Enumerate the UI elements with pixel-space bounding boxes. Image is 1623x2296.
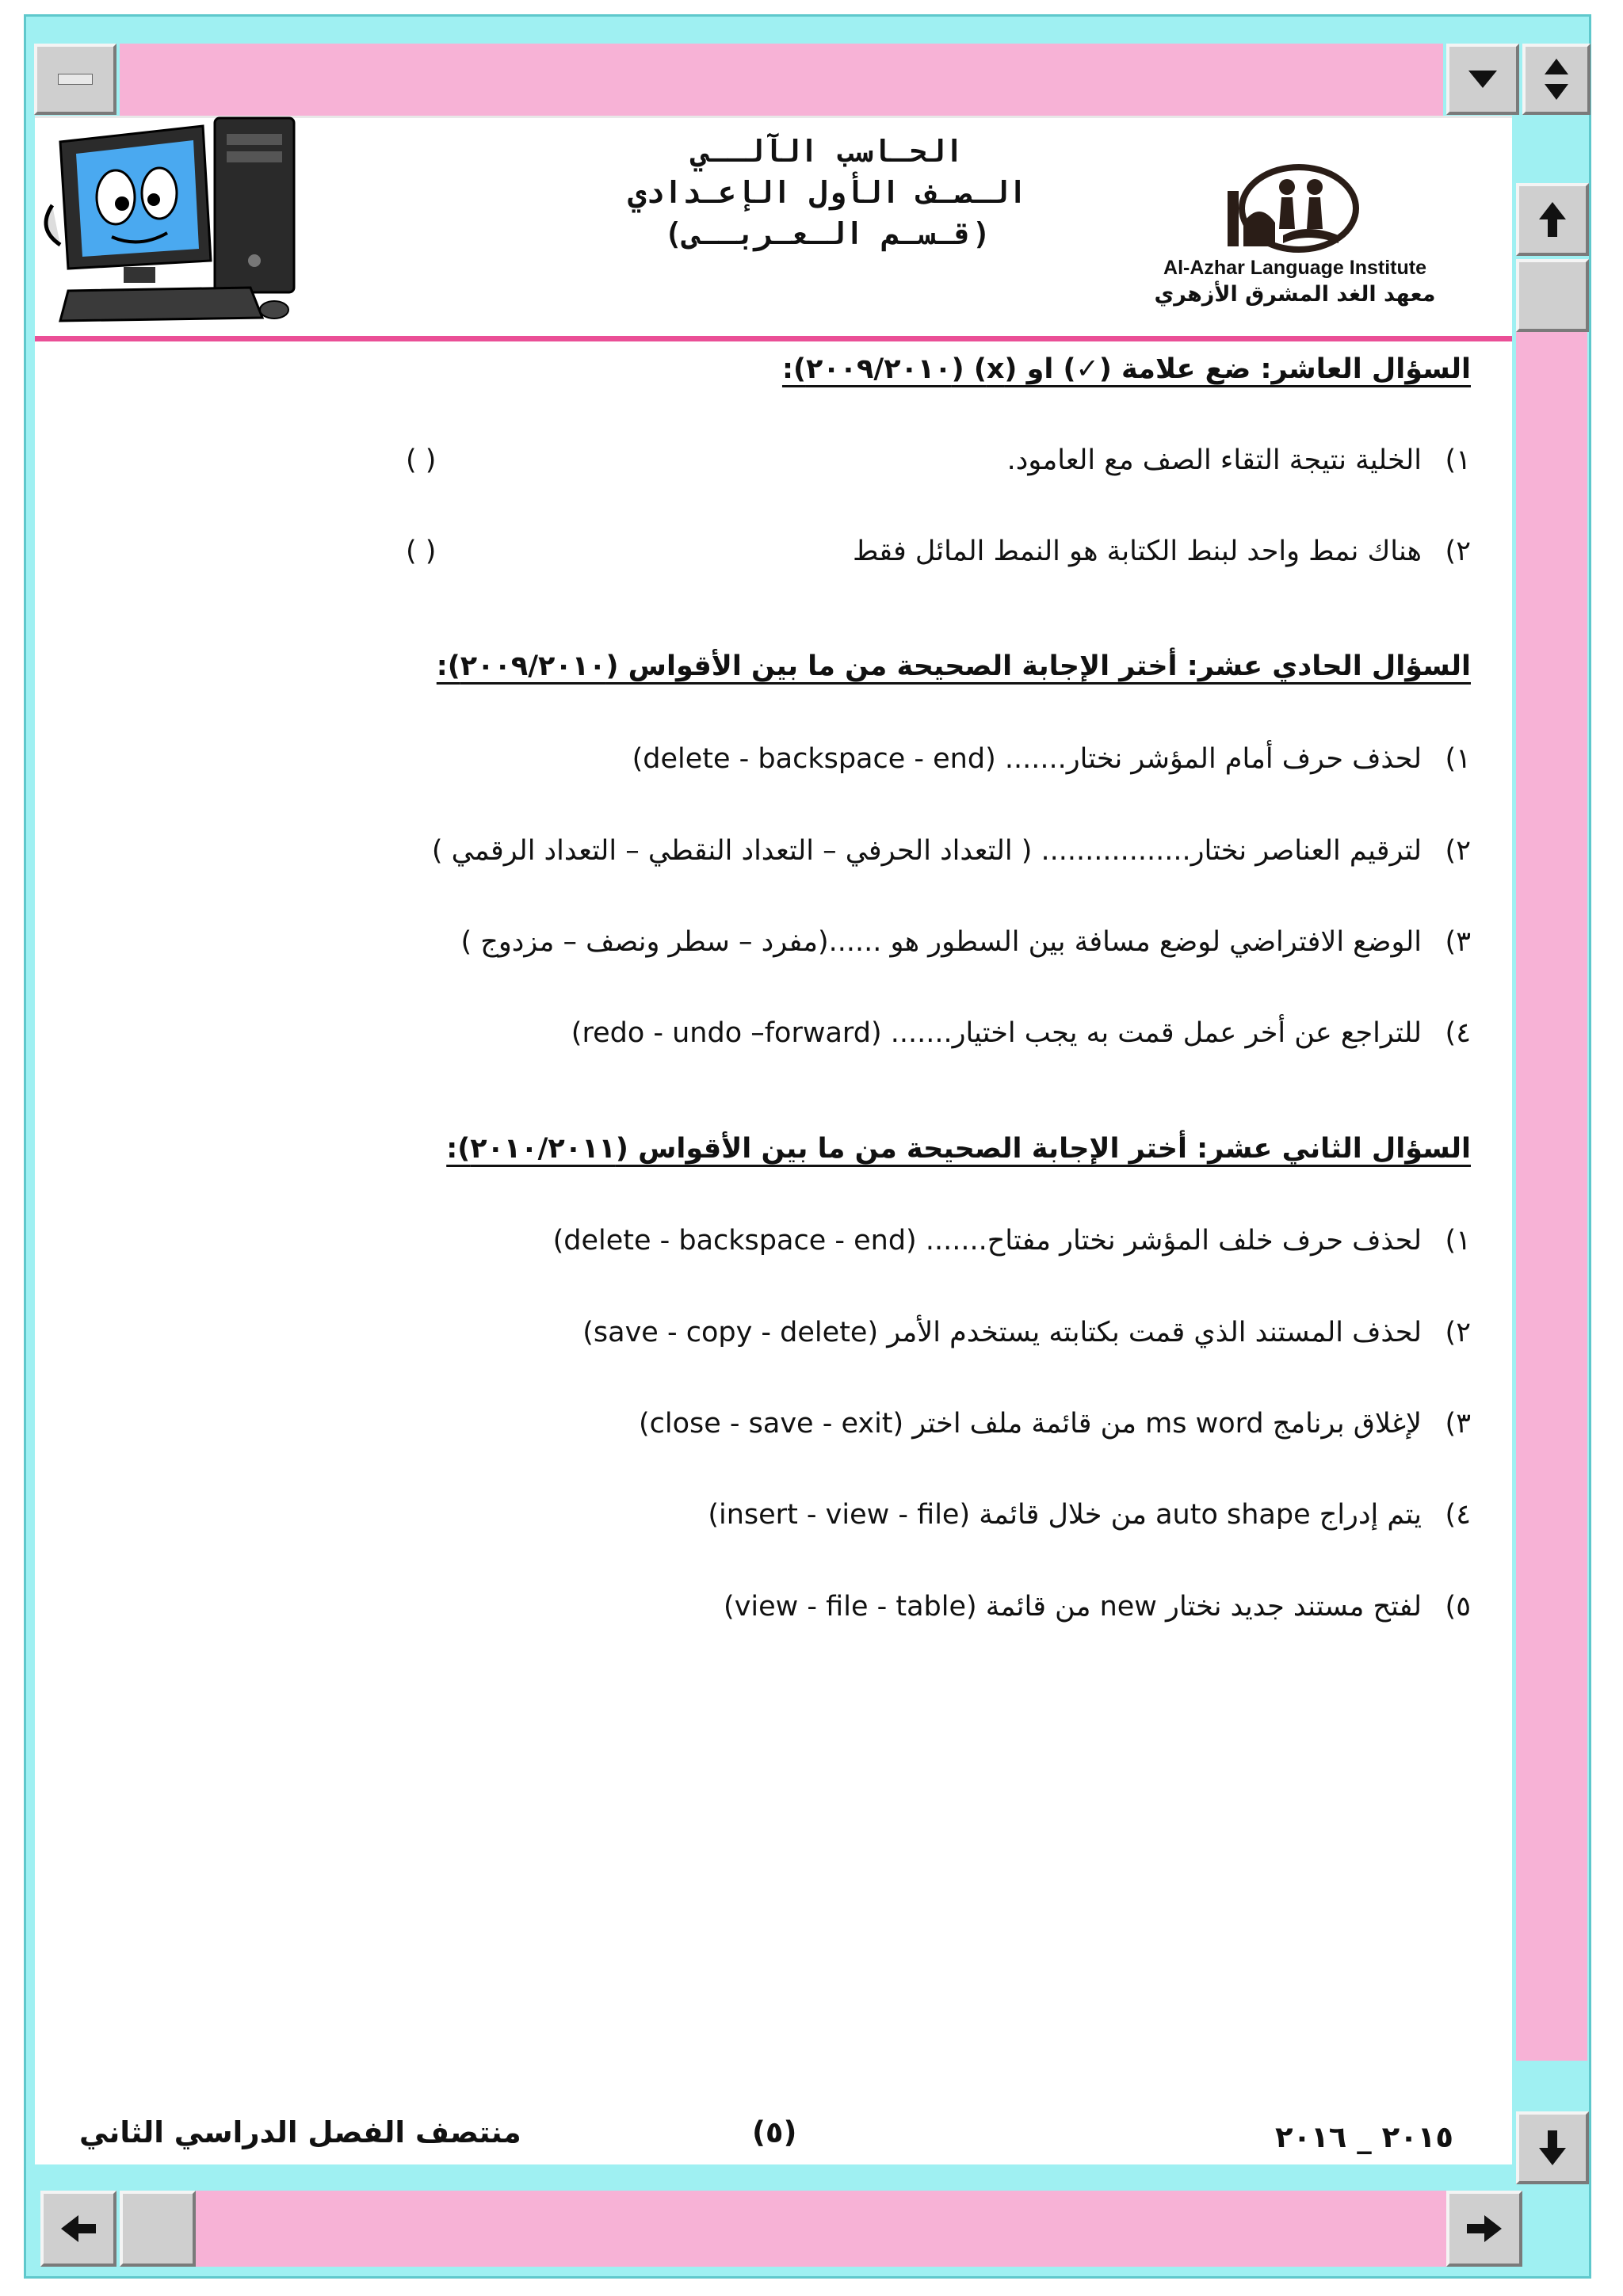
header-divider xyxy=(35,336,1512,341)
scroll-down-button[interactable] xyxy=(1516,2111,1589,2184)
question-10-item-1 xyxy=(1007,444,1471,476)
question-11-item-4 xyxy=(571,1017,1471,1049)
question-12-item-3 xyxy=(639,1408,1471,1440)
scroll-updown-button[interactable] xyxy=(1522,44,1591,115)
scroll-right-icon xyxy=(1467,2215,1502,2242)
footer-year: ٢٠١٥ _ ٢٠١٦ xyxy=(1275,2120,1453,2154)
item-number: ١) xyxy=(1445,743,1471,775)
document-page xyxy=(35,116,1512,2164)
dropdown-button[interactable] xyxy=(1446,44,1519,115)
question-11-item-3 xyxy=(461,926,1472,958)
question-12-item-5 xyxy=(724,1591,1471,1623)
footer-term: منتصف الفصل الدراسي الثاني xyxy=(79,2115,521,2149)
item-text: لإغلاق برنامج ms word من قائمة ملف اختر (close - save - exit) xyxy=(638,1408,1422,1440)
answer-mark-box[interactable]: ( ) xyxy=(406,444,437,476)
item-number: ٢) xyxy=(1445,835,1471,867)
computer-mascot-image xyxy=(36,110,314,340)
item-number: ٢) xyxy=(1445,1317,1471,1348)
horizontal-scroll-thumb[interactable] xyxy=(120,2191,196,2267)
scroll-left-button[interactable] xyxy=(40,2191,116,2267)
question-11-item-2 xyxy=(432,835,1471,867)
item-text: هناك نمط واحد لبنط الكتابة هو النمط المائل فقط xyxy=(853,536,1422,567)
scroll-updown-icon xyxy=(1545,59,1568,100)
item-text: الخلية نتيجة التقاء الصف مع العامود. xyxy=(1006,444,1422,476)
scroll-up-icon xyxy=(1539,202,1566,237)
item-number: ٣) xyxy=(1445,926,1471,958)
scroll-up-button[interactable] xyxy=(1516,183,1589,256)
question-10-item-2 xyxy=(853,536,1471,567)
minimize-button[interactable] xyxy=(34,44,116,115)
vertical-scroll-thumb[interactable] xyxy=(1516,259,1589,332)
item-text: لحذف حرف أمام المؤشر نختار....... (delete - backspace - end) xyxy=(632,743,1422,775)
item-text: يتم إدراج auto shape من خلال قائمة (insert - view - file) xyxy=(708,1499,1422,1531)
page-number: (٥) xyxy=(752,2115,797,2149)
item-number: ١) xyxy=(1445,1225,1471,1257)
vertical-scroll-track[interactable] xyxy=(1516,326,1587,2061)
top-title-bar xyxy=(120,44,1443,116)
scroll-left-icon xyxy=(61,2215,96,2242)
question-12-item-1 xyxy=(553,1225,1471,1257)
page-header xyxy=(35,116,1512,340)
dropdown-arrow-icon xyxy=(1468,71,1497,88)
item-text: لحذف حرف خلف المؤشر نختار مفتاح....... (delete - backspace - end) xyxy=(552,1225,1422,1257)
item-number: ١) xyxy=(1445,444,1471,476)
question-10-title: السؤال العاشر: ضع علامة (✓) او (x) (٢٠٠٩/٢٠١٠): xyxy=(781,353,1471,385)
question-12-item-4 xyxy=(708,1499,1471,1531)
logo-text-arabic: معهد الغد المشرق الأزهري xyxy=(1154,282,1436,307)
grade-title: الـصـف الأول الإعـدادي xyxy=(628,175,1027,210)
item-text: لترقيم العناصر نختار................. ( التعداد الحرفي – التعداد النقطي – التعداد الرقمي ) xyxy=(431,835,1422,867)
question-11-title: السؤال الحادي عشر: أختر الإجابة الصحيحة من ما بين الأقواس (٢٠٠٩/٢٠١٠): xyxy=(436,650,1471,682)
item-text: لفتح مستند جديد نختار new من قائمة (view - file - table) xyxy=(724,1591,1422,1623)
question-12-item-2 xyxy=(582,1317,1471,1348)
section-title: (قـسـم الـعـربــى) xyxy=(664,216,991,251)
horizontal-scroll-track[interactable] xyxy=(143,2191,1459,2267)
minimize-icon xyxy=(58,74,93,85)
item-number: ٢) xyxy=(1445,536,1471,567)
subject-title: الحـاسب الآلــي xyxy=(691,134,964,169)
institute-logo-icon xyxy=(1212,159,1362,254)
item-number: ٤) xyxy=(1445,1017,1471,1049)
item-number: ٤) xyxy=(1445,1499,1471,1531)
item-text: للتراجع عن أخر عمل قمت به يجب اختيار....... (redo - undo –forward) xyxy=(571,1017,1422,1049)
item-text: لحذف المستند الذي قمت بكتابته يستخدم الأمر (save - copy - delete) xyxy=(582,1317,1422,1348)
answer-mark-box[interactable]: ( ) xyxy=(406,536,437,567)
logo-text-english: Al-Azhar Language Institute xyxy=(1163,257,1426,279)
question-12-title: السؤال الثاني عشر: أختر الإجابة الصحيحة من ما بين الأقواس (٢٠١٠/٢٠١١): xyxy=(446,1133,1471,1165)
item-number: ٣) xyxy=(1445,1408,1471,1440)
item-text: الوضع الافتراضي لوضع مسافة بين السطور هو ......(مفرد – سطر ونصف – مزدوج ) xyxy=(460,926,1422,958)
question-11-item-1 xyxy=(632,743,1471,775)
scroll-right-button[interactable] xyxy=(1446,2191,1522,2267)
scroll-down-icon xyxy=(1539,2130,1566,2165)
item-number: ٥) xyxy=(1445,1591,1471,1623)
